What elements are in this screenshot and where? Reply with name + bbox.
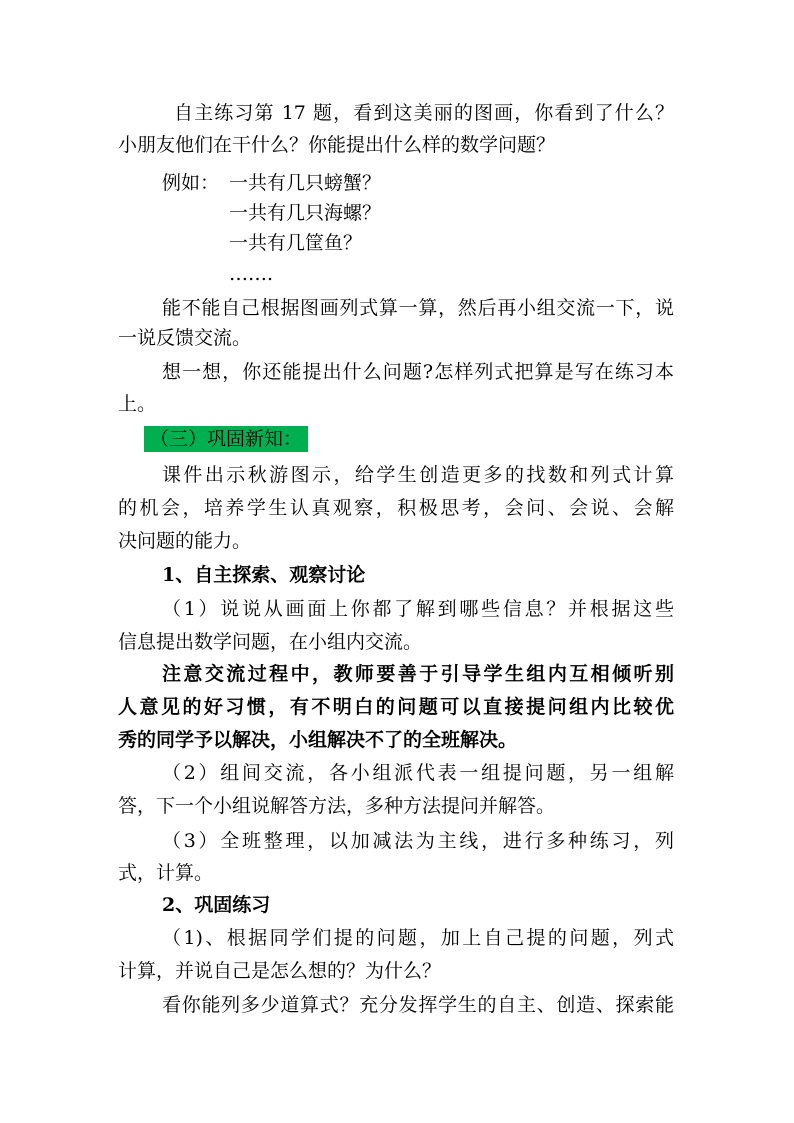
note-line1: 注意交流过程中，教师要善于引导学生组内互相倾听别	[162, 663, 674, 685]
para2-line2: 一说反馈交流。	[118, 327, 252, 349]
item1-line1: （1）说说从画面上你都了解到哪些信息？并根据这些	[162, 598, 674, 620]
para3-line2: 上。	[118, 393, 157, 415]
para2-line1: 能不能自己根据图画列式算一算，然后再小组交流一下，说	[162, 297, 674, 319]
para4-line3: 决问题的能力。	[118, 530, 252, 552]
para3-line1: 想一想，你还能提出什么问题?怎样列式把算是写在练习本	[162, 361, 674, 383]
example-item-1: 一共有几只螃蟹？	[229, 172, 382, 194]
subheading-2: 2、巩固练习	[162, 894, 271, 916]
example-item-3: 一共有几筐鱼？	[229, 232, 363, 254]
item1-line2: 信息提出数学问题，在小组内交流。	[118, 631, 423, 653]
para1-line1: 自主练习第 17 题，看到这美丽的图画，你看到了什么？	[174, 102, 674, 124]
section-heading-3	[144, 427, 308, 451]
item2-line1: （2）组间交流，各小组派代表一组提问题，另一组解	[162, 762, 674, 784]
examples-label: 例如：	[162, 172, 220, 194]
section-heading-text: （三）巩固新知：	[144, 426, 308, 452]
example-ellipsis: …….	[229, 263, 274, 285]
item4-line2: 计算，并说自己是怎么想的？为什么？	[118, 960, 442, 982]
subheading-1: 1、自主探索、观察讨论	[162, 564, 366, 586]
note-line3: 秀的同学予以解决，小组解决不了的全班解决。	[118, 729, 518, 751]
example-item-2: 一共有几只海螺？	[229, 202, 382, 224]
para5-line1: 看你能列多少道算式？充分发挥学生的自主、创造、探索能	[162, 994, 674, 1016]
note-line2: 人意见的好习惯，有不明白的问题可以直接提问组内比较优	[118, 696, 674, 718]
item4-line1: （1)、根据同学们提的问题，加上自己提的问题，列式	[162, 927, 674, 949]
item3-line2: 式，计算。	[118, 862, 214, 884]
item3-line1: （3）全班整理，以加减法为主线，进行多种练习，列	[162, 830, 674, 852]
item2-line2: 答，下一个小组说解答方法，多种方法提问并解答。	[118, 795, 556, 817]
para1-line2: 小朋友他们在干什么？你能提出什么样的数学问题？	[118, 134, 556, 156]
para4-line2: 的机会，培养学生认真观察，积极思考，会问、会说、会解	[118, 497, 674, 519]
para4-line1: 课件出示秋游图示，给学生创造更多的找数和列式计算	[162, 464, 674, 486]
